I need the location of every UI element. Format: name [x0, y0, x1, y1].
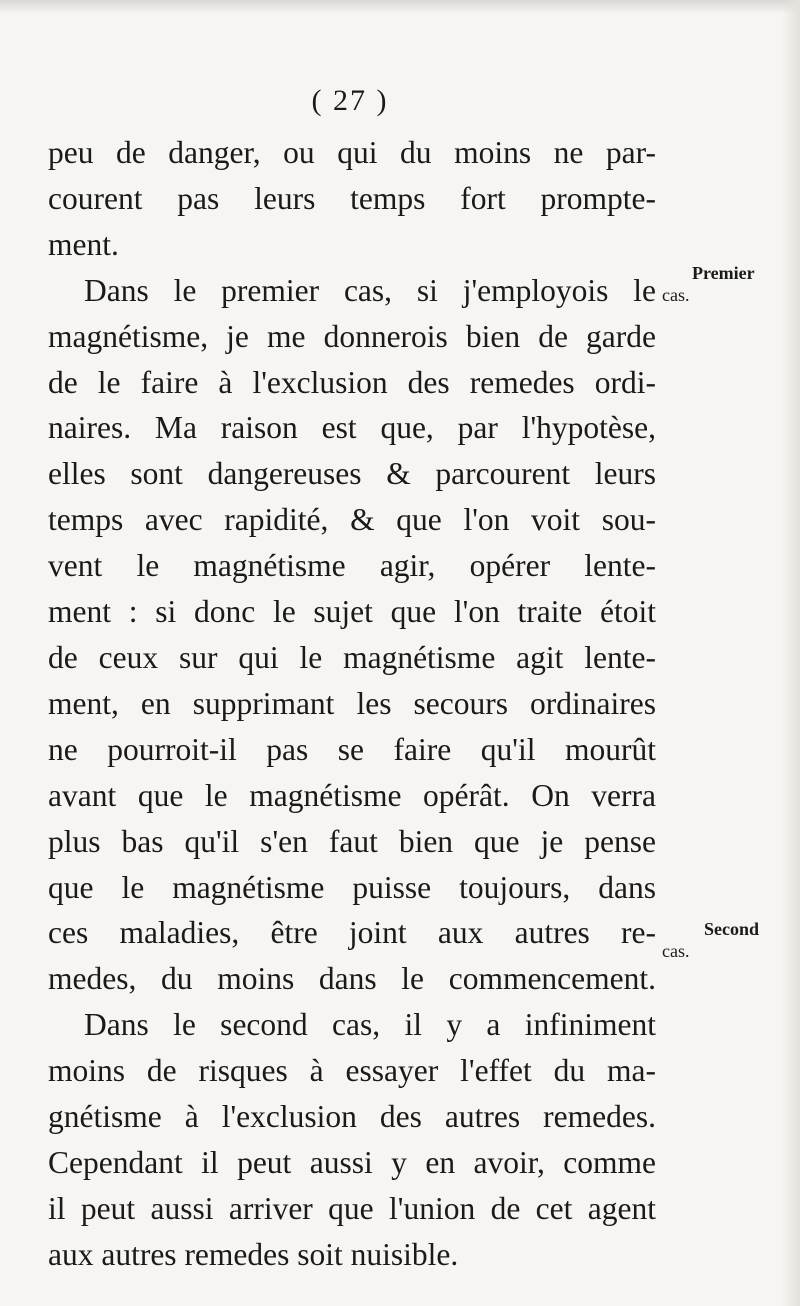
text-line: que le magnétisme puisse toujours, dans: [48, 869, 656, 905]
text-line: Cependant il peut aussi y en avoir, comme: [48, 1144, 656, 1180]
margin-note-word: cas.: [662, 941, 690, 961]
margin-note-word: cas.: [662, 285, 690, 305]
text-line: de le faire à l'exclusion des remedes ordi-: [48, 364, 656, 400]
text-line: il peut aussi arriver que l'union de cet agent: [48, 1190, 656, 1226]
text-line: elles sont dangereuses & parcourent leurs: [48, 456, 656, 492]
text-line: magnétisme, je me donnerois bien de garde: [48, 318, 656, 354]
margin-note-word: Second: [704, 919, 760, 939]
body-text: [48, 130, 656, 1278]
text-line: vent le magnétisme agir, opérer lente-: [48, 548, 656, 584]
text-line: gnétisme à l'exclusion des autres remedes.: [48, 1099, 656, 1135]
text-line: Dans le second cas, il y a infiniment: [84, 1007, 656, 1043]
text-line: naires. Ma raison est que, par l'hypotèse,: [48, 410, 656, 446]
text-line: avant que le magnétisme opérât. On verra: [48, 777, 656, 813]
text-line: plus bas qu'il s'en faut bien que je pense: [48, 823, 656, 859]
text-line: Dans le premier cas, si j'employois le: [84, 272, 656, 308]
page-number: ( 27 ): [311, 84, 389, 117]
text-line: ment, en supprimant les secours ordinaires: [48, 685, 656, 721]
margin-note-second-cas: [662, 918, 796, 962]
text-line: medes, du moins dans le commencement.: [48, 961, 656, 997]
text-line: ment : si donc le sujet que l'on traite étoit: [48, 594, 656, 630]
margin-note-word: Premier: [692, 263, 755, 283]
text-line: ces maladies, être joint aux autres re-: [48, 915, 656, 951]
text-line: courent pas leurs temps fort prompte-: [48, 180, 656, 216]
text-line: peu de danger, ou qui du moins ne par-: [48, 135, 656, 170]
text-line: de ceux sur qui le magnétisme agit lente-: [48, 639, 656, 675]
page-edge-shadow: [0, 0, 800, 14]
text-line: aux autres remedes soit nuisible.: [48, 1236, 459, 1272]
text-line: moins de risques à essayer l'effet du ma-: [48, 1053, 656, 1089]
text-line: temps avec rapidité, & que l'on voit sou-: [48, 502, 656, 538]
text-line: ne pourroit-il pas se faire qu'il mourût: [48, 731, 656, 767]
page-gutter-shadow: [782, 0, 800, 1306]
margin-note-premier-cas: [662, 262, 796, 306]
text-line: ment.: [48, 226, 119, 262]
